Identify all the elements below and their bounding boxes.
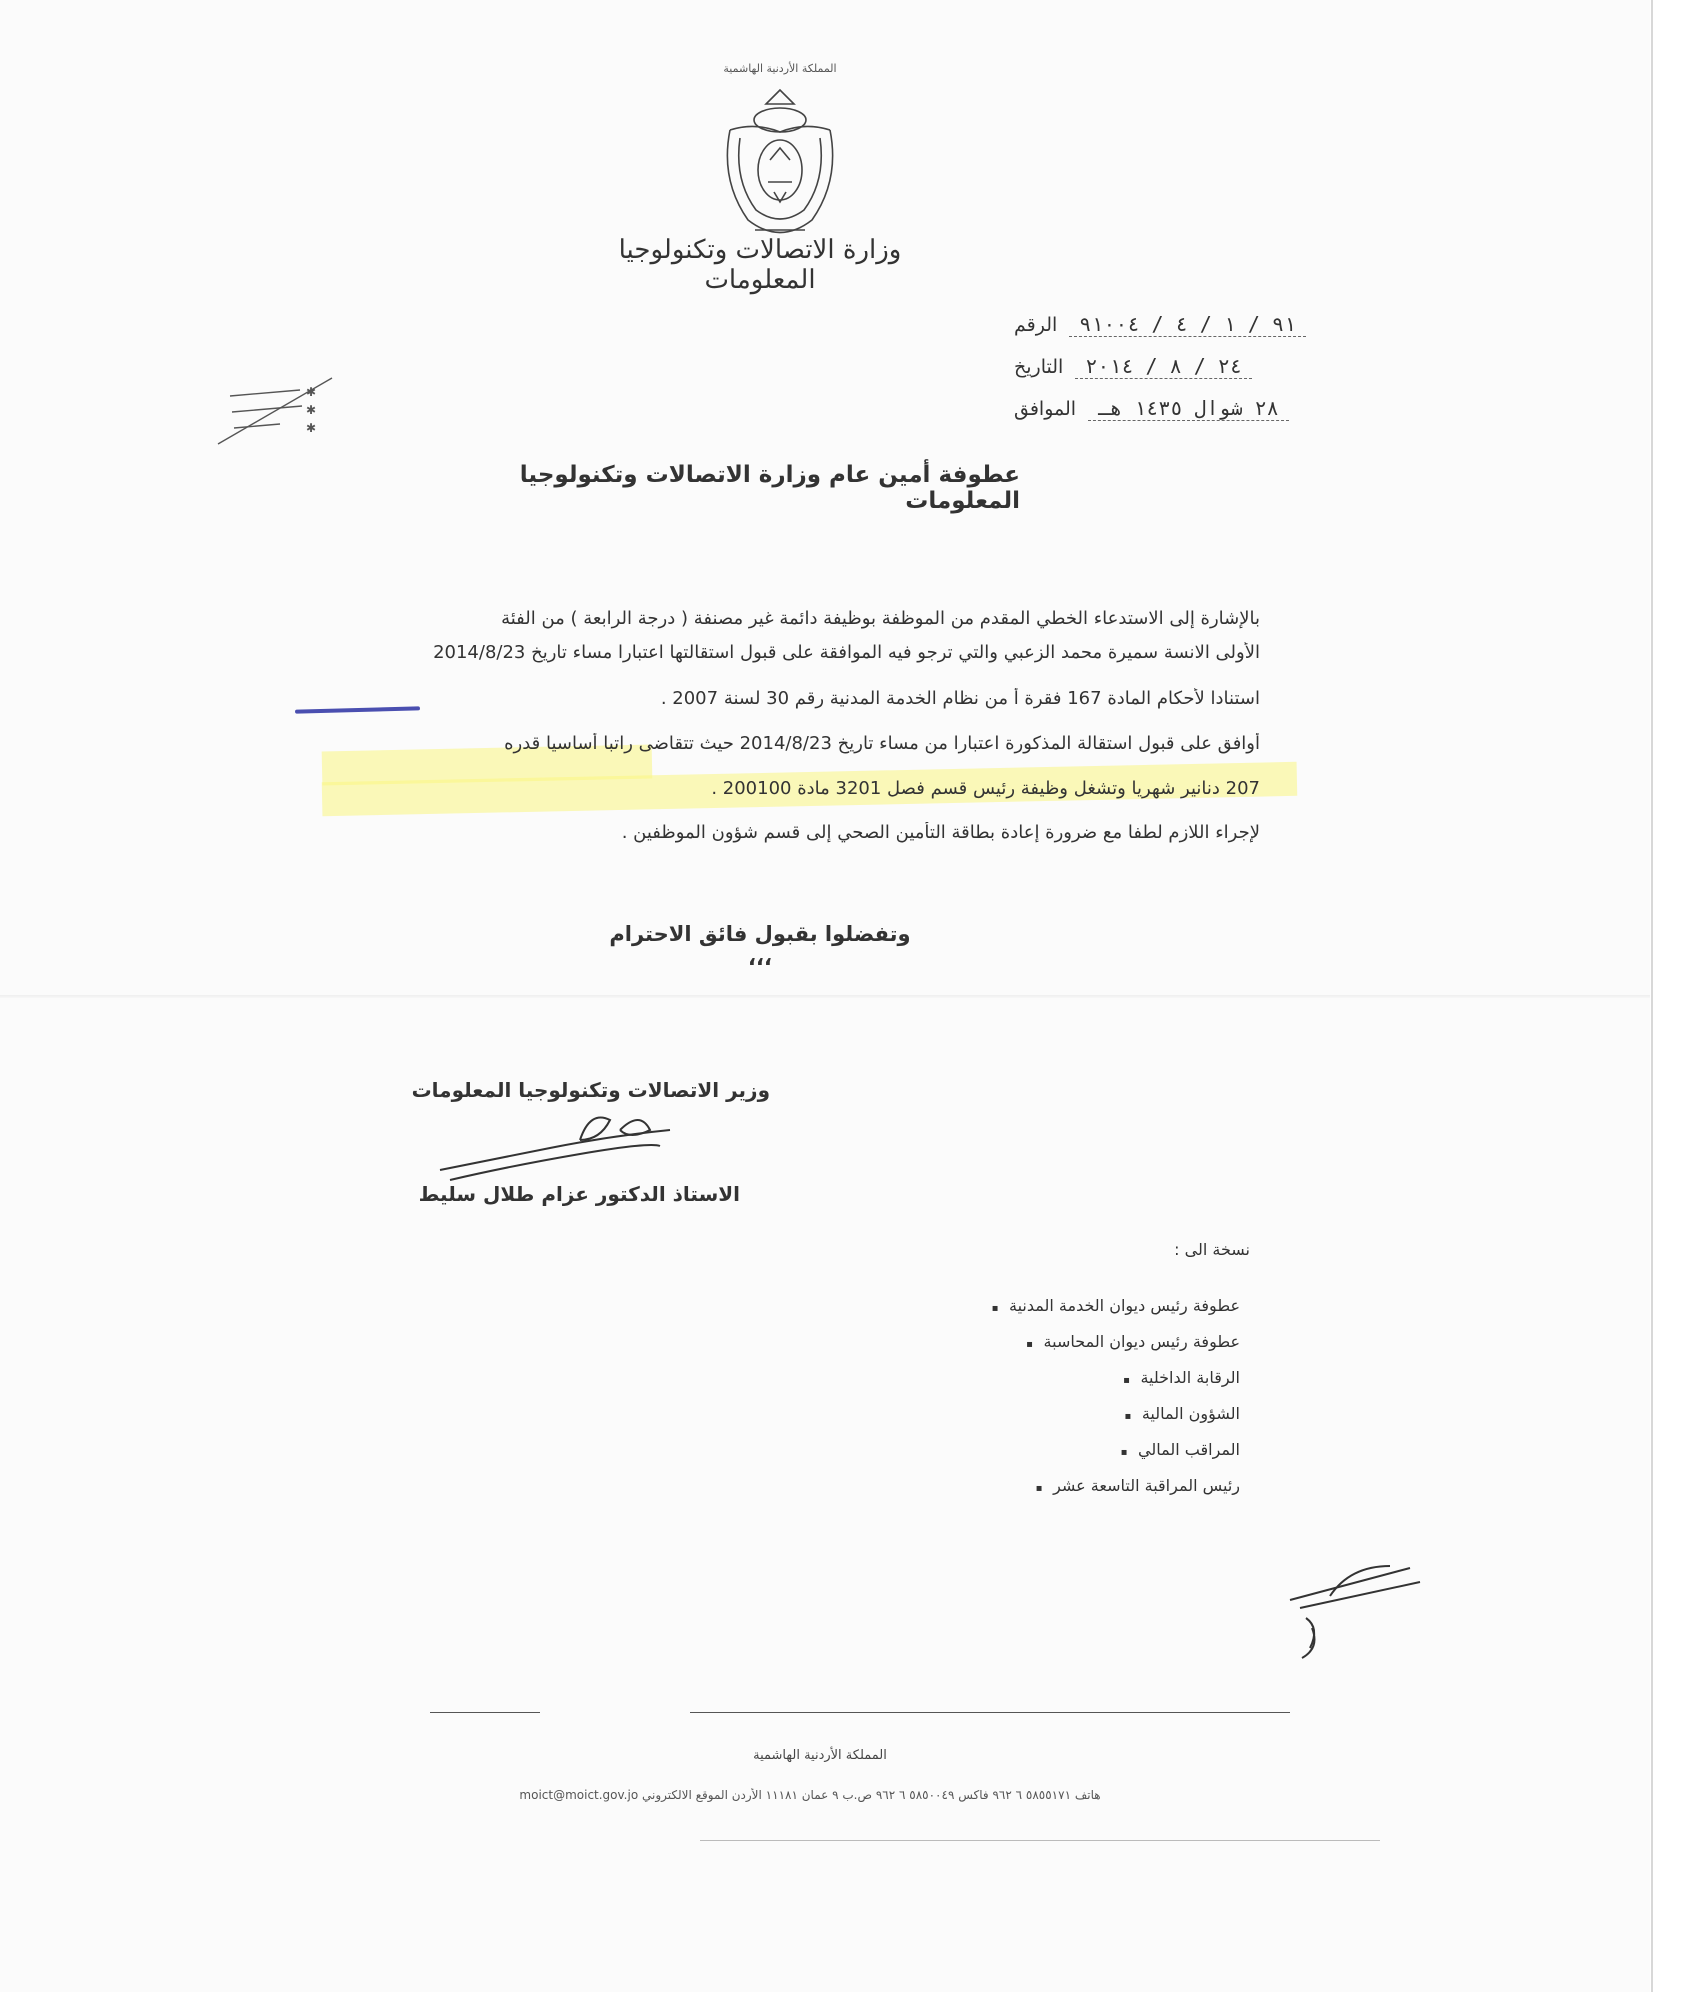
copy-recipient: الرقابة الداخلية ▪ (900, 1360, 1240, 1396)
footer-rule (430, 1712, 540, 1713)
handwritten-initials-icon (1270, 1548, 1430, 1668)
ministry-name: وزارة الاتصالات وتكنولوجيا المعلومات (618, 235, 902, 295)
ref-date-row (1014, 354, 1374, 379)
body-line: بالإشارة إلى الاستدعاء الخطي المقدم من الموظفة بوظيفة دائمة غير مصنفة ( درجة الرابعة ) من الفئة (501, 608, 1260, 629)
footer-rule (690, 1712, 1290, 1713)
ref-date-value: ٢٤ / ٨ / ٢٠١٤ (1075, 354, 1252, 379)
page-edge (1651, 0, 1653, 1992)
ref-number-value: ٩١ / ١ / ٤ / ٩١٠٠٤ (1069, 312, 1306, 337)
fold-line (0, 995, 1650, 998)
copies-label: نسخة الى : (1174, 1240, 1250, 1259)
closing-phrase: وتفضلوا بقبول فائق الاحترام ،،، (609, 922, 911, 970)
footer-kingdom: المملكة الأردنية الهاشمية (753, 1748, 887, 1763)
incoming-stamp-icon (210, 372, 340, 452)
svg-text:✱: ✱ (306, 421, 317, 435)
body-line: استنادا لأحكام المادة 167 فقرة أ من نظام الخدمة المدنية رقم 30 لسنة 2007 . (660, 688, 1260, 709)
jordan-crest-icon (700, 60, 860, 250)
ref-number-row (1014, 312, 1374, 337)
handwritten-signature-icon (430, 1100, 680, 1190)
ref-number-label: الرقم (1014, 314, 1058, 336)
body-line: أوافق على قبول استقالة المذكورة اعتبارا من مساء تاريخ 2014/8/23 حيث تتقاضى راتبا أساسيا قدره (504, 733, 1260, 754)
copy-recipient: عطوفة رئيس ديوان المحاسبة ▪ (900, 1324, 1240, 1360)
body-line: لإجراء اللازم لطفا مع ضرورة إعادة بطاقة التأمين الصحي إلى قسم شؤون الموظفين . (621, 822, 1260, 843)
copy-recipient: المراقب المالي ▪ (900, 1432, 1240, 1468)
ref-hijri-label: الموافق (1014, 398, 1077, 420)
body-line: 207 دنانير شهريا وتشغل وظيفة رئيس قسم فصل 3201 مادة 200100 . (711, 778, 1260, 799)
ref-hijri-value: ٢٨ شوال ١٤٣٥ هـ (1088, 396, 1289, 421)
copy-recipient: عطوفة رئيس ديوان الخدمة المدنية ▪ (900, 1288, 1240, 1324)
ref-hijri-row (1014, 396, 1374, 421)
signatory-name: الاستاذ الدكتور عزام طلال سليط (418, 1182, 740, 1206)
footer-rule (700, 1840, 1380, 1841)
kingdom-caption: المملكة الأردنية الهاشمية (723, 62, 837, 75)
ref-date-label: التاريخ (1014, 356, 1064, 378)
signatory-title: وزير الاتصالات وتكنولوجيا المعلومات (411, 1078, 770, 1102)
footer-contact: هاتف ٥٨٥٥١٧١ ٦ ٩٦٢ فاكس ٥٨٥٠٠٤٩ ٦ ٩٦٢ ص.ب ٩ عمان ١١١٨١ الأردن الموقع الالكتروني moict@moict.gov.jo (519, 1788, 1101, 1802)
copy-recipient: الشؤون المالية ▪ (900, 1396, 1240, 1432)
svg-text:✱: ✱ (306, 385, 317, 399)
copy-recipient: رئيس المراقبة التاسعة عشر ▪ (900, 1468, 1240, 1504)
addressee: عطوفة أمين عام وزارة الاتصالات وتكنولوجيا المعلومات (519, 462, 1020, 514)
body-line: الأولى الانسة سميرة محمد الزعبي والتي ترجو فيه الموافقة على قبول استقالتها اعتبارا مساء تاريخ 2014/8/23 (433, 642, 1260, 663)
svg-text:✱: ✱ (306, 403, 317, 417)
copies-list (900, 1288, 1240, 1504)
